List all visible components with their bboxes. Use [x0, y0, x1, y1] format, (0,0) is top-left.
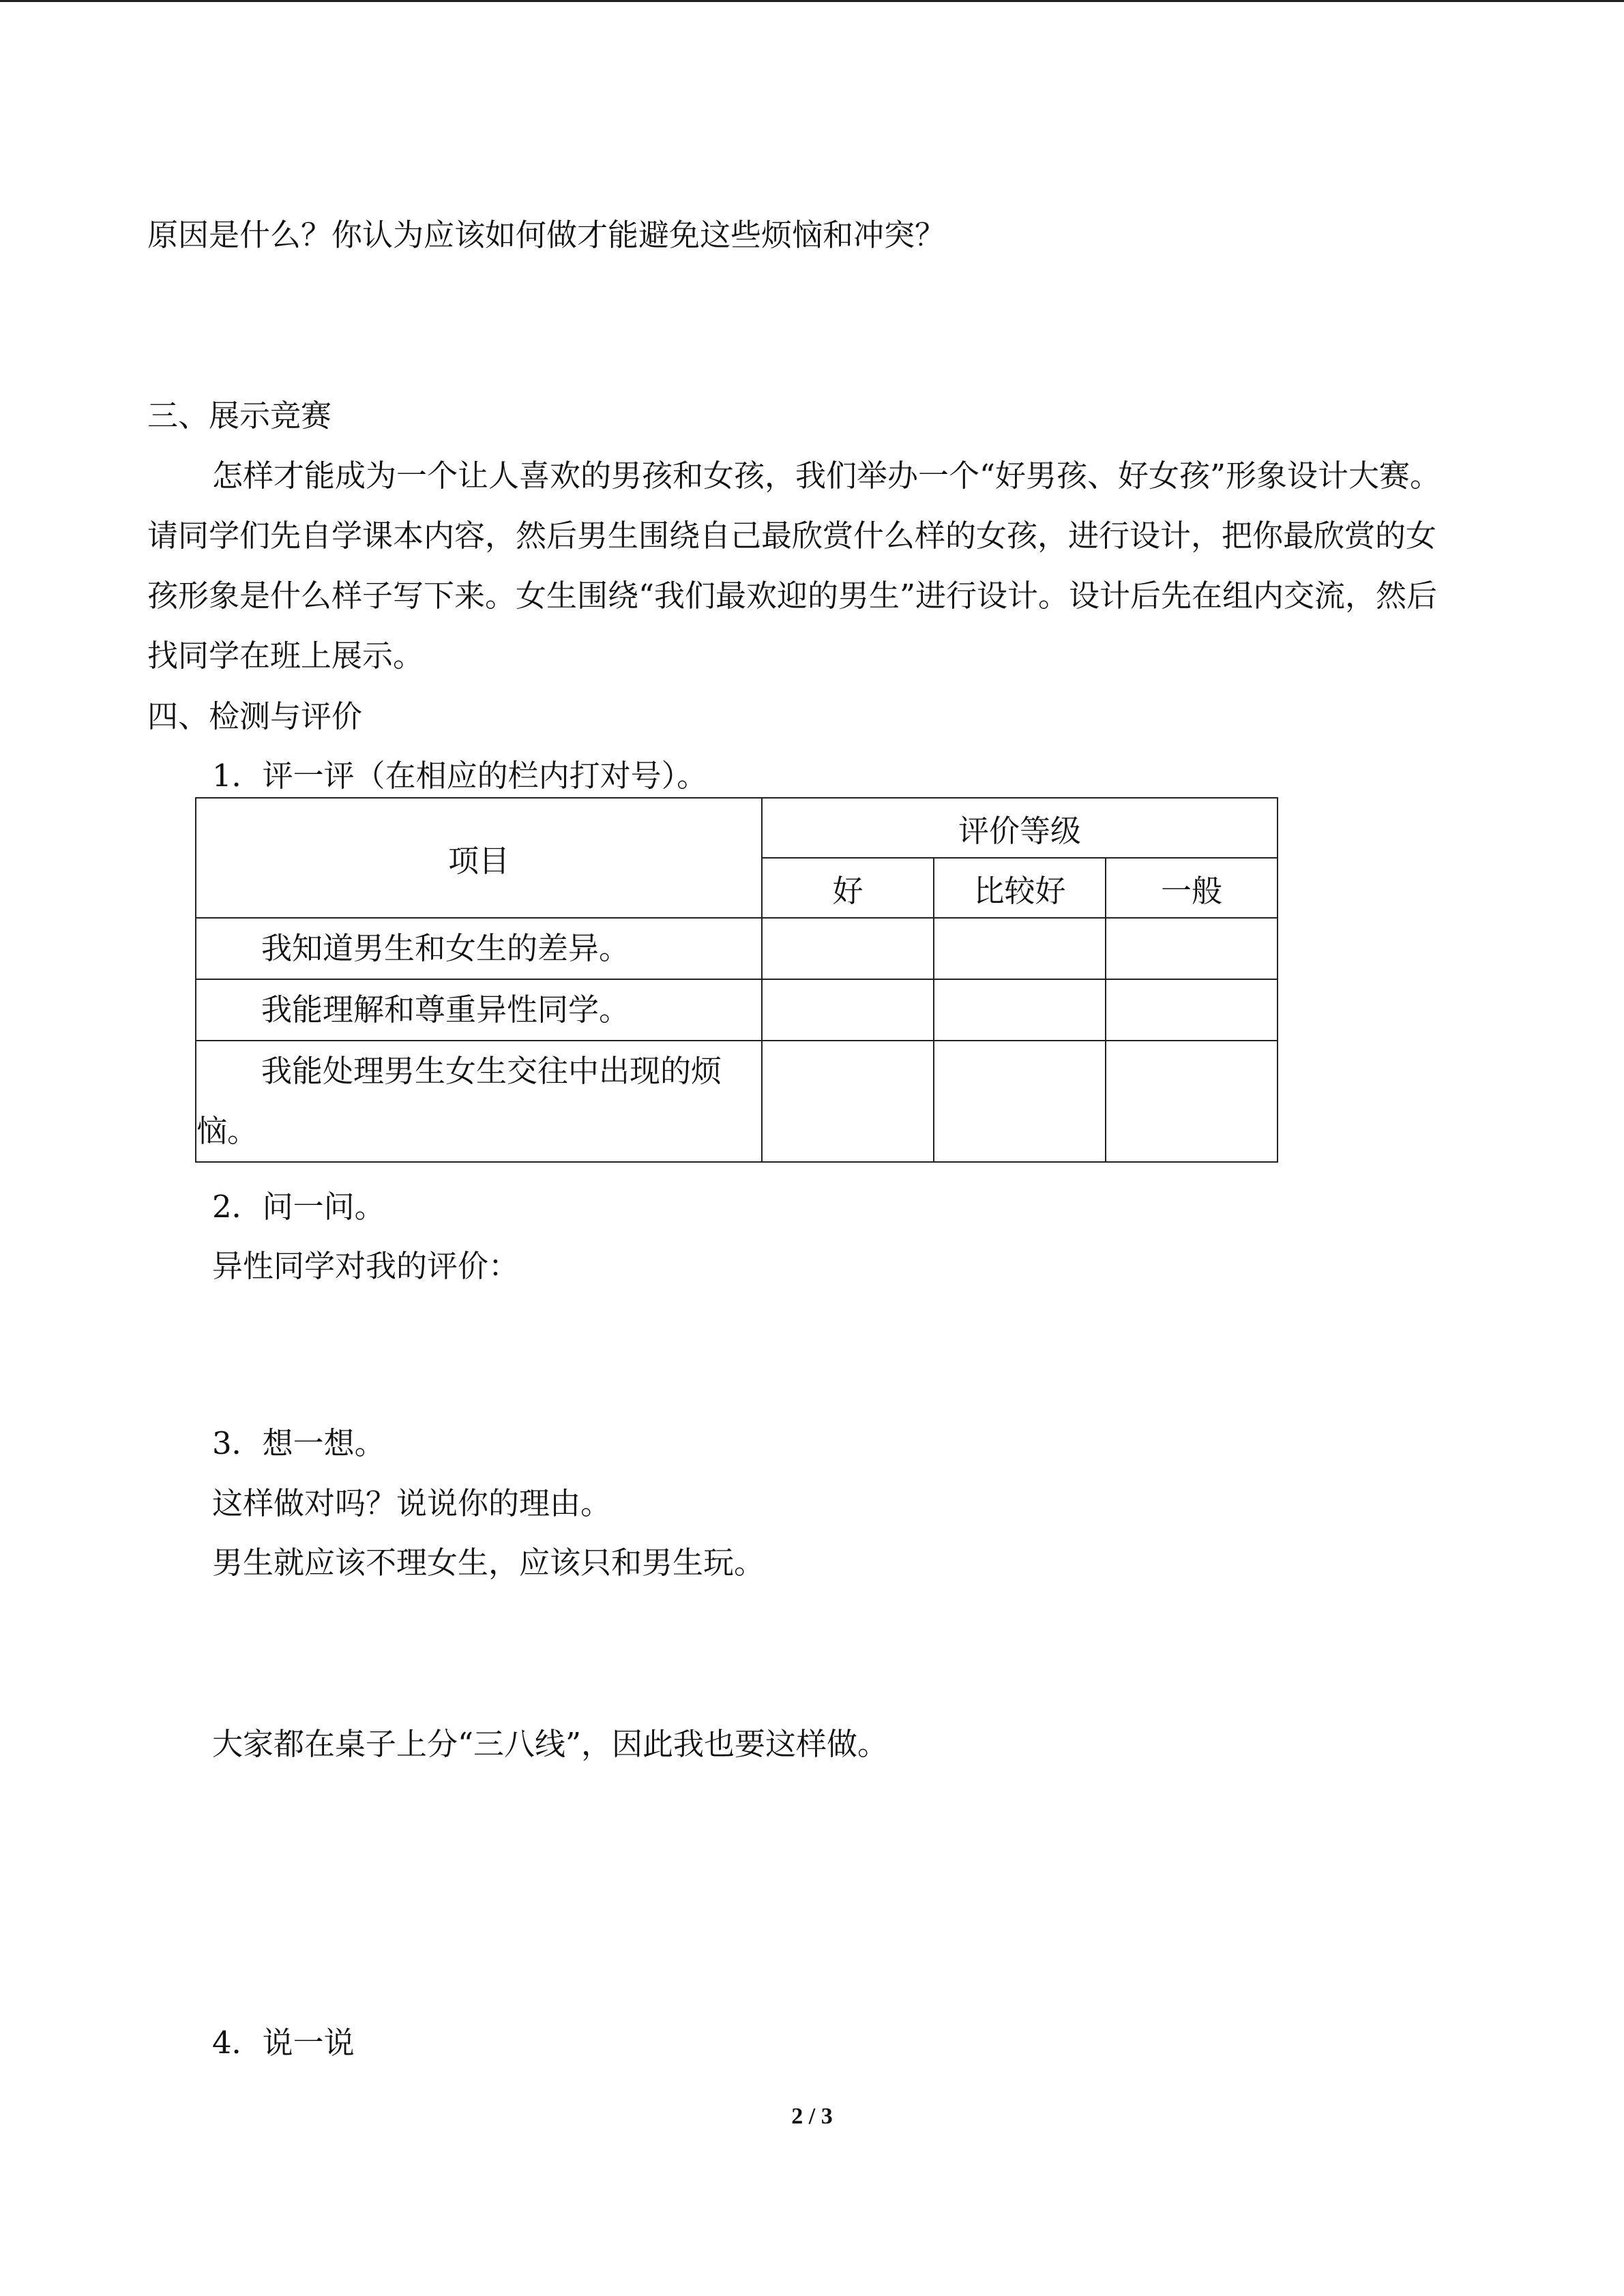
check-cell-average[interactable]: [1106, 918, 1278, 979]
table-header-grade-fairly-good: 比较好: [934, 858, 1106, 918]
table-header-grade-good: 好: [762, 858, 934, 918]
table-row: [196, 979, 1278, 1041]
check-cell-fairly-good[interactable]: [934, 1041, 1106, 1162]
check-cell-good[interactable]: [762, 918, 934, 979]
question-3-statement-2: 大家都在桌子上分“三八线”，因此我也要这样做。: [212, 1726, 889, 1762]
table-row-item: 我能处理男生女生交往中出现的烦恼。: [196, 1041, 762, 1162]
question-3-statement-1: 男生就应该不理女生，应该只和男生玩。: [212, 1545, 765, 1581]
evaluation-table: [195, 797, 1278, 1163]
question-2-prompt: 异性同学对我的评价：: [212, 1248, 520, 1284]
page-number: 2 / 3: [791, 2104, 833, 2129]
check-cell-good[interactable]: [762, 1041, 934, 1162]
check-cell-fairly-good[interactable]: [934, 979, 1106, 1041]
question-4-label: 4．说一说: [212, 2025, 355, 2061]
question-3-label: 3．想一想。: [212, 1425, 385, 1461]
check-cell-average[interactable]: [1106, 979, 1278, 1041]
table-row: [196, 1041, 1278, 1162]
table-header-item: 项目: [196, 798, 762, 918]
table-row-item: 我知道男生和女生的差异。: [196, 918, 762, 979]
page-top-border: [0, 0, 1624, 2]
check-cell-average[interactable]: [1106, 1041, 1278, 1162]
table-header-grade-average: 一般: [1106, 858, 1278, 918]
question-2-label: 2．问一问。: [212, 1189, 385, 1225]
question-1-label: 1．评一评（在相应的栏内打对号）。: [212, 758, 708, 794]
check-cell-fairly-good[interactable]: [934, 918, 1106, 979]
question-3-prompt: 这样做对吗？说说你的理由。: [212, 1485, 612, 1521]
table-row: [196, 918, 1278, 979]
section-3-heading: 三、展示竞赛: [147, 398, 332, 434]
section-4-heading: 四、检测与评价: [147, 698, 363, 734]
section-3-body: 怎样才能成为一个让人喜欢的男孩和女孩，我们举办一个“好男孩、好女孩”形象设计大赛。请同学们先自学课本内容，然后男生围绕自己最欣赏什么样的女孩，进行设计，把你最欣赏的女孩形象是什么样子写下来。女生围绕“我们最欢迎的男生”进行设计。设计后先在组内交流，然后找同学在班上展示。: [147, 458, 1441, 674]
table-header-grade-group: 评价等级: [762, 798, 1278, 858]
continuation-text: 原因是什么？你认为应该如何做才能避免这些烦恼和冲突？: [147, 217, 946, 253]
check-cell-good[interactable]: [762, 979, 934, 1041]
table-row-item: 我能理解和尊重异性同学。: [196, 979, 762, 1041]
